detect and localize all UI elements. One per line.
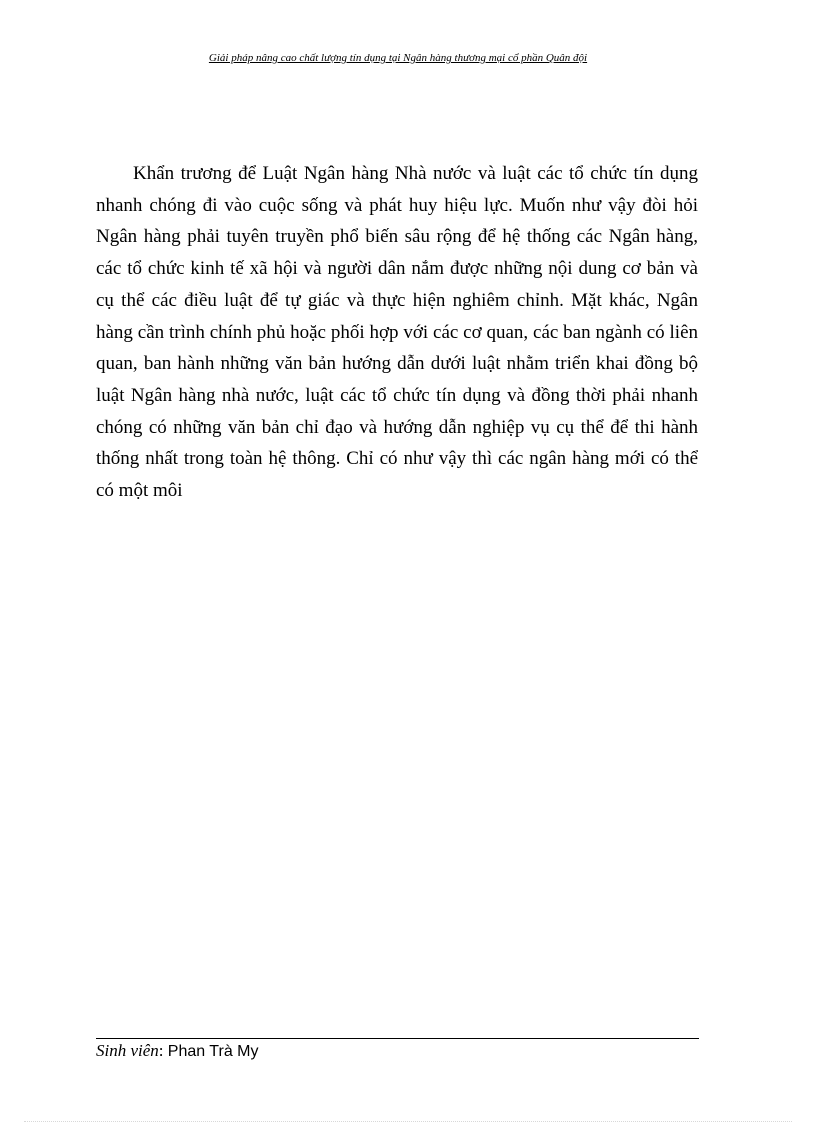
paragraph: Khẩn trương để Luật Ngân hàng Nhà nước và luật các tổ chức tín dụng nhanh chóng đi vào cuộc sống và phát huy hiệu lực. Muốn như vậy đòi hỏi Ngân hàng phải tuyên truyền phổ biến sâu rộng để hệ thống các Ngân hàng, các tổ chức kinh tế xã hội và người dân nắm được những nội dung cơ bản và cụ thể các điều luật để tự giác và thực hiện nghiêm chỉnh. Mặt khác, Ngân hàng cần trình chính phủ hoặc phối hợp với các cơ quan, các ban ngành có liên quan, ban hành những văn bản hướng dẫn dưới luật nhằm triển khai đồng bộ luật Ngân hàng nhà nước, luật các tổ chức tín dụng và đồng thời phải nhanh chóng có những văn bản chỉ đạo và hướng dẫn nghiệp vụ cụ thể để thi hành thống nhất trong toàn hệ thông. Chỉ có như vậy thì các ngân hàng mới có thể có một môi [96, 163, 698, 502]
footer [96, 1041, 258, 1061]
page-boundary [24, 1121, 792, 1122]
body-text [96, 158, 698, 507]
footer-divider [96, 1038, 699, 1039]
running-header: Giải pháp nâng cao chất lượng tín dụng tại Ngân hàng thương mại cổ phần Quân đội [208, 52, 588, 64]
student-name: Phan Trà My [167, 1043, 259, 1060]
footer-label: Sinh viên [96, 1041, 159, 1060]
footer-separator: : [158, 1041, 168, 1060]
